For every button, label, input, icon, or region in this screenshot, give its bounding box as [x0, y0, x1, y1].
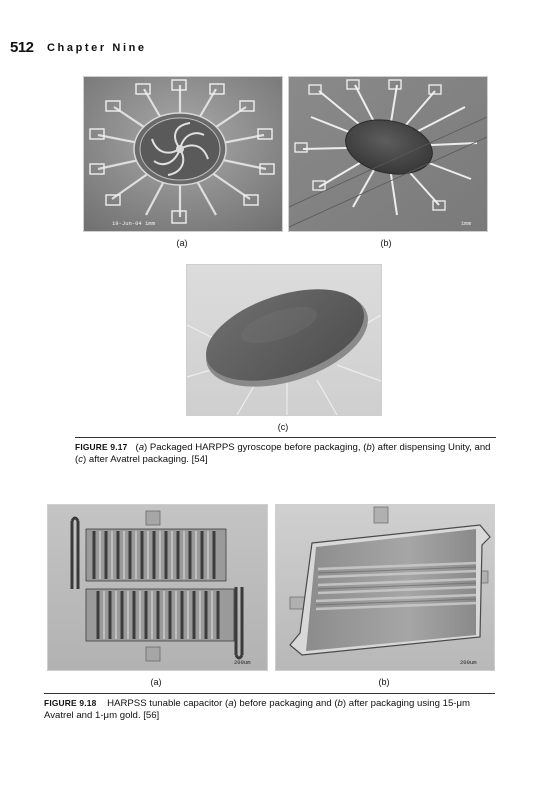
- figure-9-17-caption-label: [75, 442, 127, 452]
- figure-9-17-b-scale-text: 1mm: [461, 220, 471, 227]
- figure-9-17-photo-c: [186, 264, 382, 416]
- chapter-title: Chapter Nine: [47, 42, 147, 54]
- figure-9-18-photo-a: [47, 504, 268, 671]
- figure-9-17-label-a: (a): [176, 238, 188, 248]
- figure-word: FIGURE: [75, 442, 108, 452]
- figure-9-18-caption: [44, 697, 495, 722]
- figure-9-18-caption-label: [44, 698, 96, 708]
- page-number: 512: [10, 39, 34, 56]
- caption-text-part: (: [135, 442, 139, 453]
- figure-9-18-b-scale-text: 200um: [460, 659, 477, 666]
- figure-9-17-label-b: (b): [380, 238, 392, 248]
- caption-text-part: HARPSS tunable capacitor (: [107, 698, 229, 709]
- figure-9-18-label-b: (b): [378, 677, 390, 687]
- figure-9-17-photo-b: [288, 76, 488, 232]
- caption-text-part: c: [78, 454, 83, 465]
- caption-text-part: ) after dispensing Unity, and (: [75, 442, 491, 465]
- figure-9-18-photo-b: [275, 504, 495, 671]
- figure-9-17-photo-a: [83, 76, 283, 232]
- caption-text-part: ) Packaged HARPPS gyroscope before packaging, (: [144, 442, 367, 453]
- figure-9-17-a-scale-text: 19-Jun-04 1mm: [112, 220, 155, 227]
- figure-9-17-caption: [75, 441, 496, 466]
- figure-9-18-a-scale-text: 200um: [234, 659, 251, 666]
- caption-text-part: b: [337, 698, 343, 709]
- figure-number: 9.17: [110, 442, 128, 452]
- caption-text-part: ) after Avatrel packaging. [54]: [83, 454, 208, 465]
- caption-text-part: ) after packaging using 15-μm Avatrel and 1-μm gold. [56]: [44, 698, 471, 721]
- caption-rule: [75, 437, 496, 438]
- caption-text-part: ) before packaging and (: [233, 698, 338, 709]
- caption-text-part: b: [366, 442, 372, 453]
- figure-9-18-label-a: (a): [150, 677, 162, 687]
- figure-word: FIGURE: [44, 698, 77, 708]
- caption-text-part: a: [138, 442, 145, 453]
- figure-number: 9.18: [79, 698, 97, 708]
- caption-text-part: a: [228, 698, 234, 709]
- figure-9-17-label-c: (c): [277, 422, 289, 432]
- caption-rule: [44, 693, 495, 694]
